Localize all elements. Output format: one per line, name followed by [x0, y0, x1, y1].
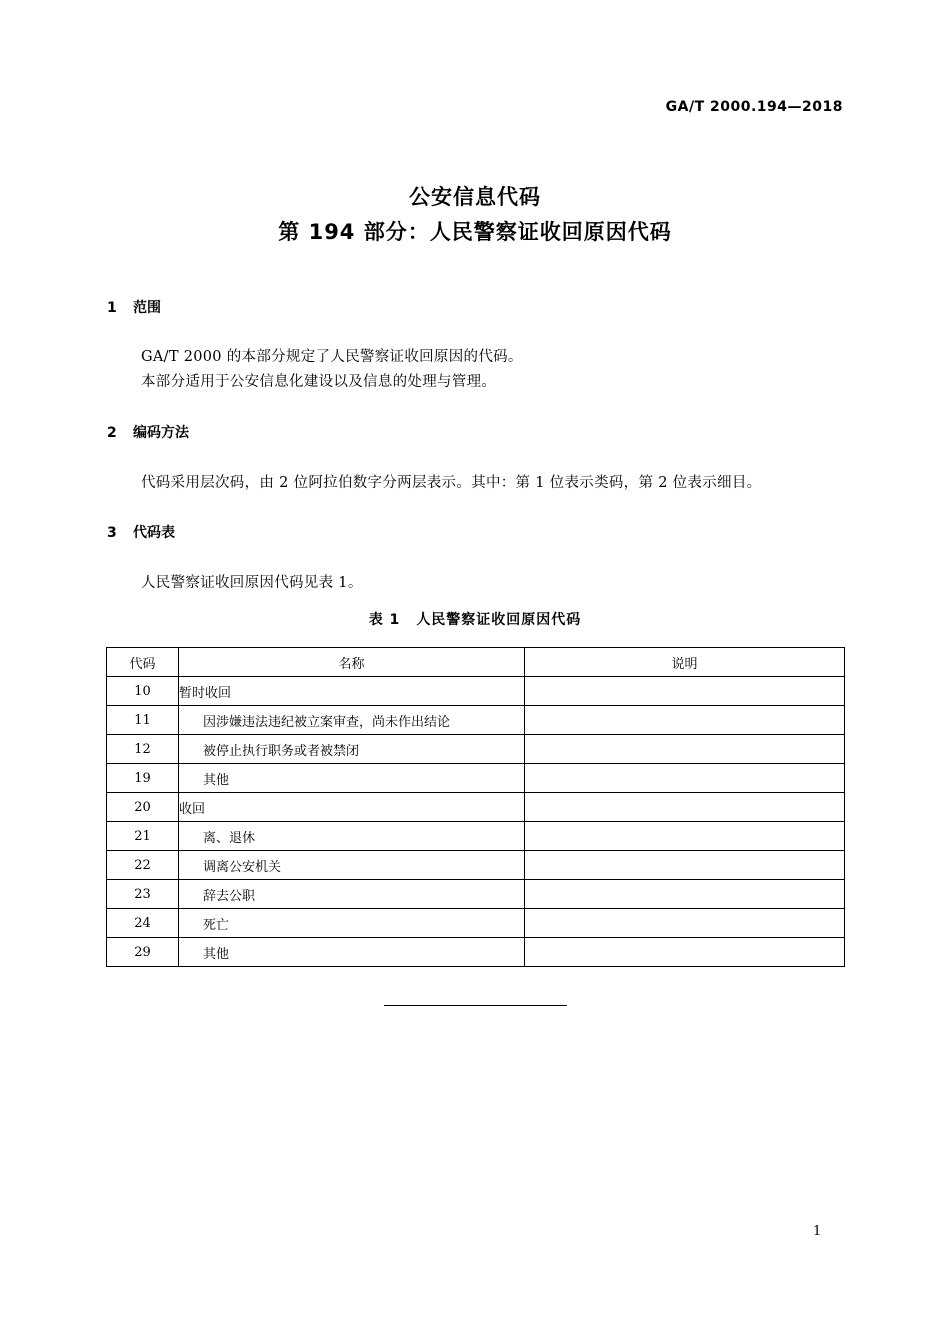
description-cell: [525, 677, 845, 706]
table-caption: [0, 609, 950, 629]
code-cell: 10: [107, 677, 179, 706]
coding-method-paragraph: 代码采用层次码，由 2 位阿拉伯数字分两层表示。其中：第 1 位表示类码，第 2 位表示细目。: [141, 475, 762, 491]
page-number: 1: [813, 1224, 822, 1239]
section-number: 2: [107, 425, 117, 441]
code-cell: 23: [107, 880, 179, 909]
name-cell: 因涉嫌违法违纪被立案审查，尚未作出结论: [179, 706, 525, 735]
code-cell: 21: [107, 822, 179, 851]
header-code: 代码: [107, 648, 179, 677]
table-row: [107, 677, 845, 706]
table-row: [107, 938, 845, 967]
description-cell: [525, 822, 845, 851]
name-cell: 收回: [179, 793, 525, 822]
code-cell: 19: [107, 764, 179, 793]
table-row: [107, 851, 845, 880]
table-caption-number: 表 1: [368, 612, 401, 628]
table-row: [107, 909, 845, 938]
table-row: [107, 735, 845, 764]
code-table-paragraph: 人民警察证收回原因代码见表 1。: [141, 575, 363, 591]
section-number: 1: [107, 300, 117, 316]
code-table: [106, 647, 845, 967]
code-cell: 12: [107, 735, 179, 764]
table-row: [107, 822, 845, 851]
header-name: 名称: [179, 648, 525, 677]
section-number: 3: [107, 525, 117, 541]
code-cell: 22: [107, 851, 179, 880]
table-row: [107, 764, 845, 793]
name-cell: 死亡: [179, 909, 525, 938]
document-title: 公安信息代码: [409, 185, 541, 209]
name-cell: 被停止执行职务或者被禁闭: [179, 735, 525, 764]
name-cell: 离、退休: [179, 822, 525, 851]
section-heading-code-table: [107, 522, 175, 542]
section-heading-scope: [107, 297, 161, 317]
scope-paragraph-1: GA/T 2000 的本部分规定了人民警察证收回原因的代码。: [141, 349, 523, 365]
table-header-row: [107, 648, 845, 677]
description-cell: [525, 909, 845, 938]
description-cell: [525, 764, 845, 793]
description-cell: [525, 851, 845, 880]
standard-code: GA/T 2000.194—2018: [665, 99, 843, 115]
table-caption-title: 人民警察证收回原因代码: [416, 612, 582, 628]
code-cell: 24: [107, 909, 179, 938]
description-cell: [525, 880, 845, 909]
code-cell: 29: [107, 938, 179, 967]
name-cell: 辞去公职: [179, 880, 525, 909]
name-cell: 其他: [179, 764, 525, 793]
header-description: 说明: [525, 648, 845, 677]
description-cell: [525, 938, 845, 967]
end-rule: [384, 1005, 567, 1006]
document-subtitle: 第 194 部分：人民警察证收回原因代码: [278, 220, 672, 244]
description-cell: [525, 735, 845, 764]
scope-paragraph-2: 本部分适用于公安信息化建设以及信息的处理与管理。: [141, 374, 497, 390]
code-cell: 20: [107, 793, 179, 822]
description-cell: [525, 706, 845, 735]
name-cell: 暂时收回: [179, 677, 525, 706]
section-title: 代码表: [133, 525, 175, 541]
name-cell: 其他: [179, 938, 525, 967]
name-cell: 调离公安机关: [179, 851, 525, 880]
section-heading-coding-method: [107, 422, 189, 442]
code-cell: 11: [107, 706, 179, 735]
description-cell: [525, 793, 845, 822]
section-title: 编码方法: [133, 425, 189, 441]
table-row: [107, 880, 845, 909]
table-row: [107, 706, 845, 735]
section-title: 范围: [133, 300, 161, 316]
table-row: [107, 793, 845, 822]
